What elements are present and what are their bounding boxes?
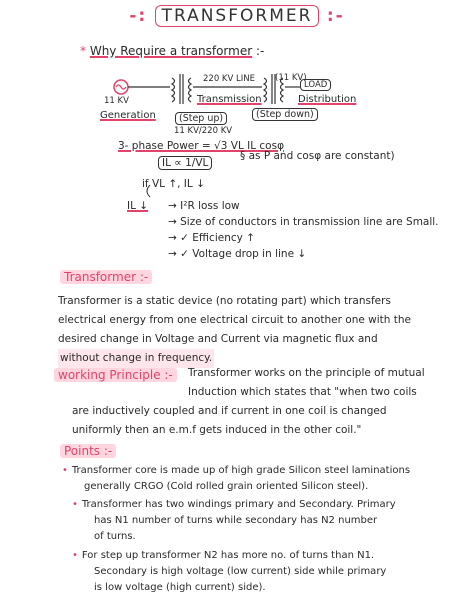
step-up-ratio: 11 KV/220 KV [174, 126, 233, 136]
load-box [300, 80, 331, 90]
point-bullet: • [72, 550, 78, 561]
load-text: LOAD [300, 79, 331, 91]
definition-line: Transformer is a static device (no rotating part) which transfers [58, 295, 391, 307]
source-voltage-label: 11 KV [104, 96, 129, 106]
point-line: For step up transformer N2 has more no. of turns than N1. [81, 550, 375, 561]
point-2 [72, 497, 396, 545]
working-principle-heading [54, 368, 177, 382]
point-line: has N1 number of turns while secondary has N2 number [94, 515, 378, 526]
definition-line: electrical energy from one electrical circuit to another one with the [58, 314, 411, 326]
generator-symbol [114, 80, 128, 94]
effect-item: → ✓ Voltage drop in line ↓ [168, 248, 307, 260]
points-heading-text: Points :- [60, 444, 116, 458]
generation-text: Generation [100, 110, 156, 121]
current-down [127, 200, 148, 212]
current-proportion-text: IL ∝ 1/VL [158, 156, 212, 170]
effect-item: → ✓ Efficiency ↑ [168, 232, 255, 244]
point-3 [72, 548, 386, 596]
line-voltage-label: 220 KV LINE [203, 74, 255, 84]
point-line: Transformer has two windings primary and Secondary. Primary [81, 499, 396, 510]
point-line: Secondary is high voltage (low current) side while primary [94, 566, 387, 577]
working-line: Transformer works on the principle of mutual [188, 367, 425, 379]
transmission-text: Transmission [197, 94, 262, 105]
current-proportion [158, 157, 212, 169]
points-heading [60, 444, 116, 458]
current-down-text: IL ↓ [127, 200, 149, 212]
effect-item: → I²R loss low [168, 200, 240, 212]
working-line: Induction which states that "when two coils [188, 386, 417, 398]
constant-note: § as P and cosφ are constant) [240, 150, 395, 162]
point-line: generally CRGO (Cold rolled grain oriented Silicon steel). [84, 481, 369, 492]
title-word: TRANSFORMER [155, 5, 320, 27]
working-line: are inductively coupled and if current in one coil is changed [72, 405, 387, 417]
definition-line: desired change in Voltage and Current via magnetic flux and [58, 333, 378, 345]
why-suffix: :- [255, 44, 265, 58]
point-line: Transformer core is made up of high grade Silicon steel laminations [71, 465, 411, 476]
step-up-label [175, 113, 227, 124]
point-1 [62, 463, 410, 495]
working-principle-heading-text: working Principle :- [54, 368, 177, 382]
title-deco-right: :- [326, 6, 345, 26]
step-down-text: (Step down) [252, 108, 318, 121]
point-line: of turns. [94, 531, 136, 542]
distribution-label [298, 94, 356, 105]
definition-paragraph [58, 292, 411, 368]
effect-item: → Size of conductors in transmission line are Small. [168, 216, 439, 228]
definition-line: without change in frequency. [58, 349, 214, 368]
transformer-heading-text: Transformer :- [60, 270, 152, 284]
point-line: is low voltage (high current) side). [94, 582, 266, 593]
far-voltage-label: (11 KV) [275, 73, 307, 83]
distribution-text: Distribution [298, 94, 357, 105]
transformer-heading [60, 270, 152, 284]
point-bullet: • [72, 499, 78, 510]
point-bullet: • [62, 465, 68, 476]
step-down-label [252, 109, 318, 120]
why-bullet: * [80, 44, 86, 58]
effects-list [168, 200, 439, 264]
generation-label [100, 110, 156, 121]
step-up-text: (Step up) [175, 112, 227, 125]
step-up-transformer-symbol [172, 74, 191, 104]
why-label: Why Require a transformer [89, 44, 253, 58]
if-voltage-up: if VL ↑, IL ↓ [142, 178, 205, 190]
title-deco-left: -: [129, 6, 148, 26]
working-principle-rest [72, 402, 387, 440]
working-principle-first-lines [188, 364, 425, 402]
working-line: uniformly then an e.m.f gets induced in the other coil." [72, 424, 362, 436]
transmission-label [197, 94, 262, 105]
power-formula-text: 3- phase Power = √3 VL IL cosφ [118, 140, 285, 152]
